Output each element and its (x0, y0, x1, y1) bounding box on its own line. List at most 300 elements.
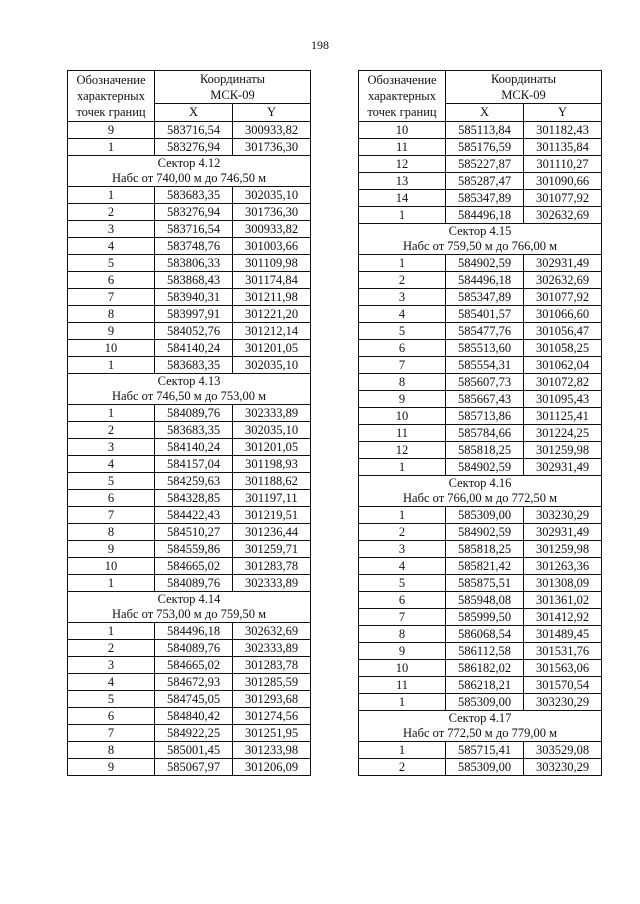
y-coordinate-cell: 302035,10 (233, 422, 311, 439)
y-coordinate-cell: 301058,25 (524, 340, 602, 357)
y-coordinate-cell: 301221,20 (233, 306, 311, 323)
x-coordinate-cell: 584559,86 (155, 541, 233, 558)
table-row (68, 323, 311, 340)
point-number-cell: 1 (68, 405, 155, 422)
x-coordinate-cell: 584157,04 (155, 456, 233, 473)
y-header: Y (233, 104, 311, 122)
x-coordinate-cell: 585309,00 (446, 759, 524, 776)
x-coordinate-cell: 584052,76 (155, 323, 233, 340)
point-number-cell: 6 (68, 708, 155, 725)
y-coordinate-cell: 301211,98 (233, 289, 311, 306)
y-coordinate-cell: 301072,82 (524, 374, 602, 391)
table-row (68, 122, 311, 139)
table-row (68, 221, 311, 238)
point-number-cell: 5 (359, 575, 446, 592)
y-coordinate-cell: 301274,56 (233, 708, 311, 725)
table-row (359, 207, 602, 224)
y-coordinate-cell: 301188,62 (233, 473, 311, 490)
y-coordinate-cell: 301736,30 (233, 139, 311, 156)
x-coordinate-cell: 584089,76 (155, 640, 233, 657)
point-number-cell: 10 (359, 408, 446, 425)
table-row (68, 456, 311, 473)
designation-header-line: точек границ (76, 105, 146, 119)
table-row (359, 272, 602, 289)
table-row (68, 623, 311, 640)
designation-header (359, 71, 446, 122)
x-coordinate-cell: 584259,63 (155, 473, 233, 490)
x-coordinate-cell: 584496,18 (446, 272, 524, 289)
y-coordinate-cell: 300933,82 (233, 122, 311, 139)
coordinates-header-line: Координаты (199, 72, 266, 86)
coordinates-header-line: МСК-09 (210, 88, 255, 102)
table-row (359, 609, 602, 626)
y-coordinate-cell: 301489,45 (524, 626, 602, 643)
y-coordinate-cell: 301283,78 (233, 558, 311, 575)
y-coordinate-cell: 302931,49 (524, 459, 602, 476)
y-coordinate-cell: 302931,49 (524, 255, 602, 272)
table-row (68, 422, 311, 439)
y-coordinate-cell: 301293,68 (233, 691, 311, 708)
sector-range-row (359, 726, 602, 742)
point-number-cell: 1 (359, 694, 446, 711)
point-number-cell: 1 (68, 357, 155, 374)
y-coordinate-cell: 303529,08 (524, 742, 602, 759)
point-number-cell: 5 (68, 473, 155, 490)
y-header: Y (524, 104, 602, 122)
point-number-cell: 1 (359, 507, 446, 524)
point-number-cell: 2 (68, 640, 155, 657)
point-number-cell: 3 (68, 439, 155, 456)
sector-range-row (68, 607, 311, 623)
table-row (359, 374, 602, 391)
y-coordinate-cell: 301095,43 (524, 391, 602, 408)
table-row (359, 541, 602, 558)
y-coordinate-cell: 301110,27 (524, 156, 602, 173)
x-coordinate-cell: 584665,02 (155, 657, 233, 674)
x-coordinate-cell: 584328,85 (155, 490, 233, 507)
x-coordinate-cell: 586112,58 (446, 643, 524, 660)
y-coordinate-cell: 302035,10 (233, 357, 311, 374)
table-row (359, 643, 602, 660)
table-row (359, 677, 602, 694)
sector-title: Сектор 4.14 (68, 592, 311, 608)
x-coordinate-cell: 586182,02 (446, 660, 524, 677)
x-header: X (155, 104, 233, 122)
table-row (359, 759, 602, 776)
point-number-cell: 9 (68, 122, 155, 139)
table-row (68, 289, 311, 306)
point-number-cell: 6 (68, 272, 155, 289)
y-coordinate-cell: 301283,78 (233, 657, 311, 674)
table-row (68, 691, 311, 708)
y-coordinate-cell: 301201,05 (233, 340, 311, 357)
x-coordinate-cell: 585513,60 (446, 340, 524, 357)
designation-header-line: характерных (368, 89, 436, 103)
sector-height-range: Набс от 772,50 м до 779,00 м (359, 726, 602, 742)
point-number-cell: 4 (359, 558, 446, 575)
y-coordinate-cell: 301224,25 (524, 425, 602, 442)
table-row (359, 558, 602, 575)
x-coordinate-cell: 585001,45 (155, 742, 233, 759)
table-row (359, 323, 602, 340)
sector-range-row (359, 239, 602, 255)
point-number-cell: 9 (359, 643, 446, 660)
table-header (359, 71, 602, 122)
table-row (68, 139, 311, 156)
y-coordinate-cell: 301077,92 (524, 190, 602, 207)
point-number-cell: 1 (68, 575, 155, 592)
x-coordinate-cell: 585401,57 (446, 306, 524, 323)
table-row (359, 139, 602, 156)
coordinates-header-line: МСК-09 (501, 88, 546, 102)
point-number-cell: 2 (68, 422, 155, 439)
point-number-cell: 6 (359, 340, 446, 357)
table-row (68, 405, 311, 422)
table-row (68, 674, 311, 691)
y-coordinate-cell: 301066,60 (524, 306, 602, 323)
point-number-cell: 3 (359, 541, 446, 558)
y-coordinate-cell: 301212,14 (233, 323, 311, 340)
x-coordinate-cell: 584672,93 (155, 674, 233, 691)
sector-title-row (68, 156, 311, 172)
point-number-cell: 4 (359, 306, 446, 323)
x-coordinate-cell: 584496,18 (155, 623, 233, 640)
sector-title: Сектор 4.12 (68, 156, 311, 172)
point-number-cell: 3 (68, 657, 155, 674)
point-number-cell: 2 (68, 204, 155, 221)
x-coordinate-cell: 584902,59 (446, 255, 524, 272)
y-coordinate-cell: 301219,51 (233, 507, 311, 524)
point-number-cell: 9 (68, 759, 155, 776)
table-row (359, 190, 602, 207)
x-coordinate-cell: 585607,73 (446, 374, 524, 391)
x-coordinate-cell: 583806,33 (155, 255, 233, 272)
sector-height-range: Набс от 759,50 м до 766,00 м (359, 239, 602, 255)
x-coordinate-cell: 583997,91 (155, 306, 233, 323)
point-number-cell: 8 (68, 742, 155, 759)
table-row (359, 507, 602, 524)
x-coordinate-cell: 584665,02 (155, 558, 233, 575)
x-coordinate-cell: 584496,18 (446, 207, 524, 224)
point-number-cell: 10 (359, 122, 446, 139)
table-row (68, 558, 311, 575)
y-coordinate-cell: 301198,93 (233, 456, 311, 473)
designation-header-line: Обозначение (367, 73, 437, 87)
table-row (68, 306, 311, 323)
table-row (68, 742, 311, 759)
point-number-cell: 8 (359, 626, 446, 643)
x-coordinate-cell: 585818,25 (446, 541, 524, 558)
y-coordinate-cell: 301182,43 (524, 122, 602, 139)
coordinates-header (155, 71, 311, 104)
x-coordinate-cell: 583716,54 (155, 221, 233, 238)
y-coordinate-cell: 301563,06 (524, 660, 602, 677)
sector-title-row (359, 476, 602, 492)
table-header (68, 71, 311, 122)
x-coordinate-cell: 585948,08 (446, 592, 524, 609)
x-coordinate-cell: 583683,35 (155, 187, 233, 204)
table-row (68, 187, 311, 204)
table-body (68, 122, 311, 776)
point-number-cell: 1 (68, 623, 155, 640)
x-coordinate-cell: 585309,00 (446, 694, 524, 711)
point-number-cell: 1 (359, 207, 446, 224)
table-row (68, 272, 311, 289)
coordinates-table-left (67, 70, 311, 776)
point-number-cell: 6 (68, 490, 155, 507)
table-row (68, 255, 311, 272)
x-coordinate-cell: 583868,43 (155, 272, 233, 289)
table-row (68, 439, 311, 456)
x-coordinate-cell: 585347,89 (446, 190, 524, 207)
point-number-cell: 2 (359, 524, 446, 541)
y-coordinate-cell: 302333,89 (233, 575, 311, 592)
point-number-cell: 2 (359, 272, 446, 289)
point-number-cell: 7 (68, 725, 155, 742)
table-row (68, 204, 311, 221)
table-row (68, 473, 311, 490)
table-row (359, 340, 602, 357)
x-coordinate-cell: 584902,59 (446, 459, 524, 476)
table-row (68, 640, 311, 657)
point-number-cell: 5 (68, 691, 155, 708)
table-row (359, 156, 602, 173)
point-number-cell: 1 (359, 255, 446, 272)
x-coordinate-cell: 584422,43 (155, 507, 233, 524)
x-coordinate-cell: 585818,25 (446, 442, 524, 459)
x-coordinate-cell: 585477,76 (446, 323, 524, 340)
sector-title-row (359, 224, 602, 240)
point-number-cell: 2 (359, 759, 446, 776)
sector-title-row (68, 374, 311, 390)
x-coordinate-cell: 585821,42 (446, 558, 524, 575)
x-coordinate-cell: 583683,35 (155, 422, 233, 439)
table-row (359, 255, 602, 272)
sector-title: Сектор 4.15 (359, 224, 602, 240)
point-number-cell: 5 (68, 255, 155, 272)
table-row (359, 357, 602, 374)
sector-title: Сектор 4.16 (359, 476, 602, 492)
point-number-cell: 8 (68, 306, 155, 323)
y-coordinate-cell: 301062,04 (524, 357, 602, 374)
x-coordinate-cell: 583276,94 (155, 204, 233, 221)
y-coordinate-cell: 303230,29 (524, 694, 602, 711)
y-coordinate-cell: 301412,92 (524, 609, 602, 626)
y-coordinate-cell: 301090,66 (524, 173, 602, 190)
table-row (359, 524, 602, 541)
y-coordinate-cell: 301361,02 (524, 592, 602, 609)
x-coordinate-cell: 585067,97 (155, 759, 233, 776)
coordinates-header (446, 71, 602, 104)
y-coordinate-cell: 301197,11 (233, 490, 311, 507)
page-number: 198 (311, 38, 329, 52)
point-number-cell: 12 (359, 442, 446, 459)
point-number-cell: 3 (359, 289, 446, 306)
table-row (68, 507, 311, 524)
x-coordinate-cell: 585113,84 (446, 122, 524, 139)
y-coordinate-cell: 301003,66 (233, 238, 311, 255)
y-coordinate-cell: 301125,41 (524, 408, 602, 425)
x-coordinate-cell: 583276,94 (155, 139, 233, 156)
y-coordinate-cell: 301201,05 (233, 439, 311, 456)
point-number-cell: 1 (68, 139, 155, 156)
point-number-cell: 12 (359, 156, 446, 173)
y-coordinate-cell: 301259,98 (524, 541, 602, 558)
table-row (359, 575, 602, 592)
designation-header-line: точек границ (367, 105, 437, 119)
x-coordinate-cell: 585287,47 (446, 173, 524, 190)
x-coordinate-cell: 585347,89 (446, 289, 524, 306)
point-number-cell: 4 (68, 456, 155, 473)
point-number-cell: 1 (359, 742, 446, 759)
x-coordinate-cell: 585554,31 (446, 357, 524, 374)
point-number-cell: 10 (68, 340, 155, 357)
point-number-cell: 7 (68, 507, 155, 524)
table-row (359, 173, 602, 190)
sector-title-row (68, 592, 311, 608)
y-coordinate-cell: 301263,36 (524, 558, 602, 575)
table-row (68, 725, 311, 742)
y-coordinate-cell: 303230,29 (524, 759, 602, 776)
point-number-cell: 4 (68, 674, 155, 691)
x-coordinate-cell: 585875,51 (446, 575, 524, 592)
x-coordinate-cell: 584140,24 (155, 340, 233, 357)
point-number-cell: 1 (68, 187, 155, 204)
point-number-cell: 13 (359, 173, 446, 190)
x-coordinate-cell: 584902,59 (446, 524, 524, 541)
x-coordinate-cell: 584922,25 (155, 725, 233, 742)
x-header: X (446, 104, 524, 122)
y-coordinate-cell: 301259,98 (524, 442, 602, 459)
sector-range-row (359, 491, 602, 507)
y-coordinate-cell: 302632,69 (524, 207, 602, 224)
y-coordinate-cell: 302333,89 (233, 640, 311, 657)
sector-title: Сектор 4.13 (68, 374, 311, 390)
point-number-cell: 8 (68, 524, 155, 541)
y-coordinate-cell: 302035,10 (233, 187, 311, 204)
y-coordinate-cell: 301285,59 (233, 674, 311, 691)
point-number-cell: 14 (359, 190, 446, 207)
y-coordinate-cell: 301236,44 (233, 524, 311, 541)
table-row (68, 541, 311, 558)
point-number-cell: 5 (359, 323, 446, 340)
x-coordinate-cell: 585227,87 (446, 156, 524, 173)
y-coordinate-cell: 301206,09 (233, 759, 311, 776)
table-body (359, 122, 602, 776)
y-coordinate-cell: 302931,49 (524, 524, 602, 541)
table-row (359, 425, 602, 442)
sector-title-row (359, 711, 602, 727)
x-coordinate-cell: 585176,59 (446, 139, 524, 156)
x-coordinate-cell: 585309,00 (446, 507, 524, 524)
table-row (359, 391, 602, 408)
table-row (68, 340, 311, 357)
y-coordinate-cell: 302333,89 (233, 405, 311, 422)
point-number-cell: 7 (359, 357, 446, 374)
point-number-cell: 10 (359, 660, 446, 677)
y-coordinate-cell: 301531,76 (524, 643, 602, 660)
point-number-cell: 9 (68, 541, 155, 558)
designation-header (68, 71, 155, 122)
y-coordinate-cell: 301259,71 (233, 541, 311, 558)
y-coordinate-cell: 303230,29 (524, 507, 602, 524)
x-coordinate-cell: 585715,41 (446, 742, 524, 759)
table-row (68, 524, 311, 541)
point-number-cell: 9 (68, 323, 155, 340)
sector-range-row (68, 171, 311, 187)
table-row (359, 459, 602, 476)
x-coordinate-cell: 584840,42 (155, 708, 233, 725)
table-row (359, 122, 602, 139)
x-coordinate-cell: 586068,54 (446, 626, 524, 643)
point-number-cell: 7 (359, 609, 446, 626)
coordinates-table-right (358, 70, 602, 776)
x-coordinate-cell: 583683,35 (155, 357, 233, 374)
x-coordinate-cell: 584745,05 (155, 691, 233, 708)
table-row (68, 238, 311, 255)
x-coordinate-cell: 583716,54 (155, 122, 233, 139)
x-coordinate-cell: 584140,24 (155, 439, 233, 456)
table-row (359, 742, 602, 759)
table-row (359, 408, 602, 425)
sector-height-range: Набс от 746,50 м до 753,00 м (68, 389, 311, 405)
y-coordinate-cell: 301570,54 (524, 677, 602, 694)
point-number-cell: 1 (359, 459, 446, 476)
table-row (68, 708, 311, 725)
point-number-cell: 7 (68, 289, 155, 306)
y-coordinate-cell: 301233,98 (233, 742, 311, 759)
y-coordinate-cell: 302632,69 (233, 623, 311, 640)
point-number-cell: 4 (68, 238, 155, 255)
table-row (359, 592, 602, 609)
table-row (359, 694, 602, 711)
table-row (68, 575, 311, 592)
y-coordinate-cell: 301109,98 (233, 255, 311, 272)
table-row (359, 626, 602, 643)
coordinates-header-line: Координаты (490, 72, 557, 86)
point-number-cell: 11 (359, 139, 446, 156)
x-coordinate-cell: 585713,86 (446, 408, 524, 425)
point-number-cell: 8 (359, 374, 446, 391)
x-coordinate-cell: 586218,21 (446, 677, 524, 694)
y-coordinate-cell: 301056,47 (524, 323, 602, 340)
x-coordinate-cell: 583748,76 (155, 238, 233, 255)
x-coordinate-cell: 583940,31 (155, 289, 233, 306)
point-number-cell: 3 (68, 221, 155, 238)
y-coordinate-cell: 301308,09 (524, 575, 602, 592)
y-coordinate-cell: 301251,95 (233, 725, 311, 742)
table-row (68, 357, 311, 374)
y-coordinate-cell: 302632,69 (524, 272, 602, 289)
point-number-cell: 6 (359, 592, 446, 609)
point-number-cell: 10 (68, 558, 155, 575)
table-row (68, 759, 311, 776)
x-coordinate-cell: 584089,76 (155, 575, 233, 592)
sector-title: Сектор 4.17 (359, 711, 602, 727)
x-coordinate-cell: 585784,66 (446, 425, 524, 442)
table-row (359, 442, 602, 459)
table-row (68, 657, 311, 674)
y-coordinate-cell: 301077,92 (524, 289, 602, 306)
table-row (68, 490, 311, 507)
x-coordinate-cell: 585999,50 (446, 609, 524, 626)
designation-header-line: Обозначение (76, 73, 146, 87)
point-number-cell: 9 (359, 391, 446, 408)
x-coordinate-cell: 584089,76 (155, 405, 233, 422)
x-coordinate-cell: 584510,27 (155, 524, 233, 541)
table-row (359, 306, 602, 323)
y-coordinate-cell: 301174,84 (233, 272, 311, 289)
